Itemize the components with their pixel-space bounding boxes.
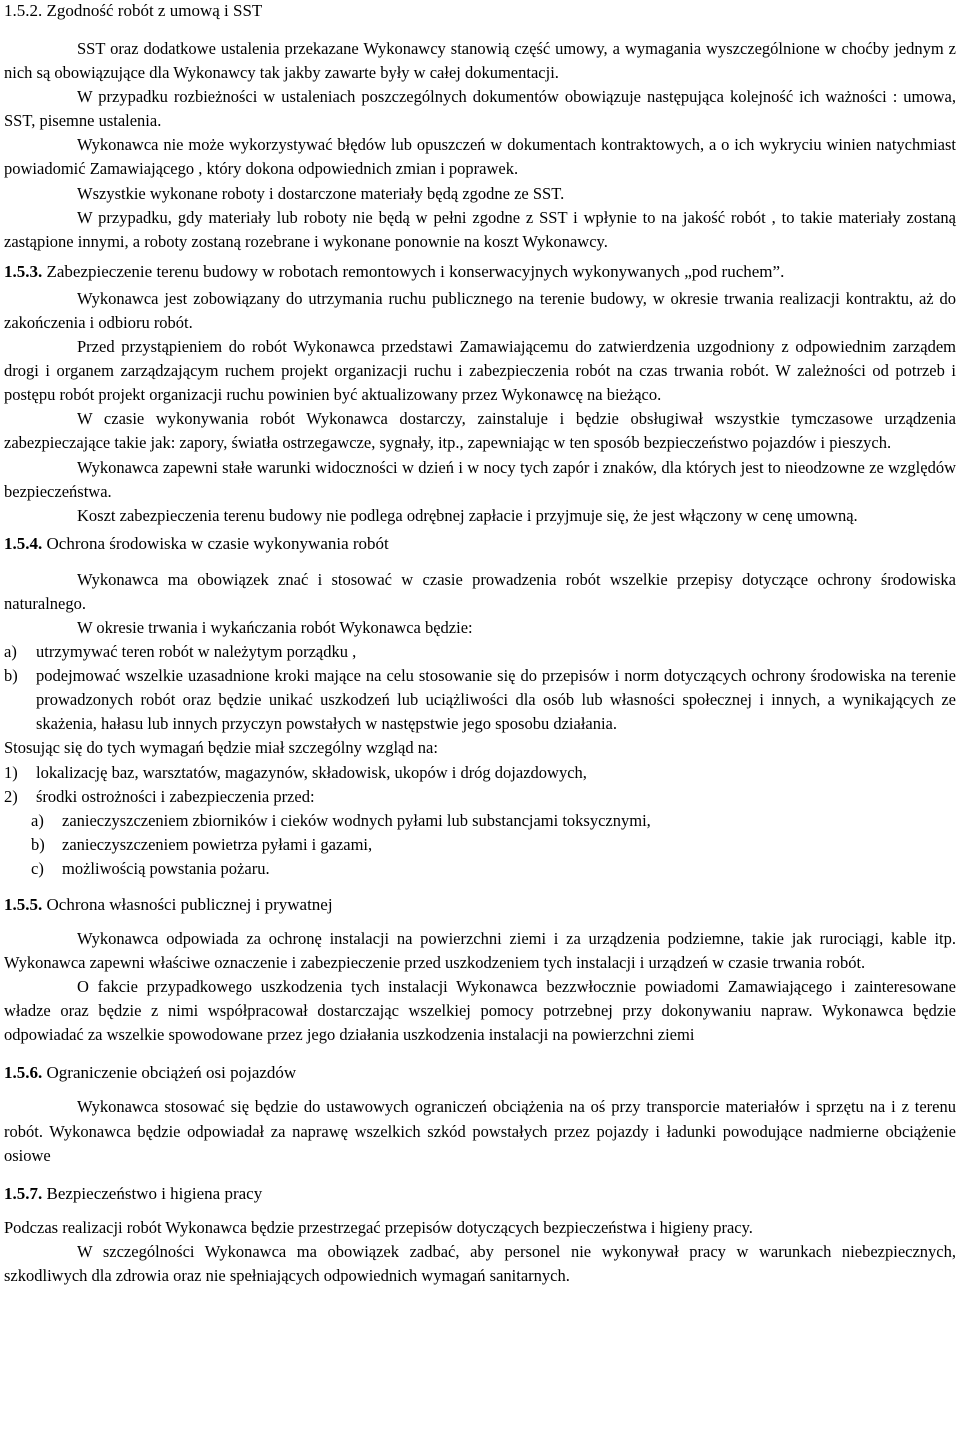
paragraph: Wszystkie wykonane roboty i dostarczone materiały będą zgodne ze SST. [77,183,565,203]
list-item-text: podejmować wszelkie uzasadnione kroki mające na celu stosowanie się do przepisów i norm dotyczących ochrony środowiska na terenie prowadzonych robót oraz będzie unikać uszkodzeń lub uciążliwości dla osób lub własności społecznej i innych, a wynikających ze skażenia, hałasu lub innych przyczyn powstałych w następstwie jego sposobu działania. [36,666,956,734]
paragraph: O fakcie przypadkowego uszkodzenia tych instalacji Wykonawca bezzwłocznie powiadomi Zamawiającego i zainteresowane władze oraz będzie z nimi współpracował dostarczając wszelkiej pomocy potrzebnej przy dokonywaniu napraw. Wykonawca będzie odpowiadać za wszelkie spowodowane przez jego działania uszkodzenia instalacji na powierzchni ziemi [4,977,956,1045]
section-number: 1.5.3. [4,261,43,281]
section-title: Ochrona środowiska w czasie wykonywania robót [46,533,389,553]
paragraph: W przypadku rozbieżności w ustaleniach poszczególnych dokumentów obowiązuje następująca kolejność ich ważności : umowa, SST, pisemne ustalenia. [4,87,956,131]
section-heading [4,260,956,284]
section-heading [4,895,956,915]
paragraph: Wykonawca stosować się będzie do ustawowych ograniczeń obciążenia na oś przy transporcie materiałów i sprzętu na i z terenu robót. Wykonawca będzie odpowiadał za naprawę wszelkich szkód powstałych przez pojazdy i ładunki powodujące nadmierne obciążenie osiowe [4,1097,956,1165]
list-item [4,785,956,809]
section-title: Bezpieczeństwo i higiena pracy [46,1183,263,1203]
section-heading [4,1184,956,1204]
list-marker: c) [31,858,44,878]
paragraph: Wykonawca jest zobowiązany do utrzymania ruchu publicznego na terenie budowy, w okresie trwania realizacji kontraktu, aż do zakończenia i odbioru robót. [4,288,956,332]
list-marker: a) [4,642,17,662]
list-item [4,809,956,833]
list-marker: 1) [4,762,18,782]
section-heading [4,534,956,554]
list-item-text: zanieczyszczeniem powietrza pyłami i gazami, [62,834,373,854]
section-title: Ochrona własności publicznej i prywatnej [46,895,333,914]
list-item-text: możliwością powstania pożaru. [62,858,270,878]
paragraph: Stosując się do tych wymagań będzie miał szczególny wzgląd na: [4,738,438,758]
section-number: 1.5.6. [4,1063,43,1083]
list-marker: b) [4,666,18,686]
list-item-text: zanieczyszczeniem zbiorników i cieków wodnych pyłami lub substancjami toksycznymi, [62,810,651,830]
section-number: 1.5.2. [4,1,43,20]
section-heading [4,1063,956,1083]
list-item [4,664,956,736]
section-number: 1.5.4. [4,533,43,553]
section-number: 1.5.7. [4,1183,43,1203]
paragraph: Wykonawca odpowiada za ochronę instalacji na powierzchni ziemi i za urządzenia podziemne, takie jak rurociągi, kable itp. Wykonawca zapewni właściwe oznaczenie i zabezpieczenie przed uszkodzeniem tych instalacji i urządzeń w czasie trwania robót. [4,929,956,973]
letter-list [4,640,956,736]
list-item-text: utrzymywać teren robót w należytym porządku , [36,642,357,662]
list-item [4,761,956,785]
paragraph: Wykonawca nie może wykorzystywać błędów lub opuszczeń w dokumentach kontraktowych, a o ich wykryciu winien natychmiast powiadomić Zamawiającego , który dokona odpowiednich zmian i poprawek. [4,135,956,179]
paragraph: W szczególności Wykonawca ma obowiązek zadbać, aby personel nie wykonywał pracy w warunkach niebezpiecznych, szkodliwych dla zdrowia oraz nie spełniających odpowiednich wymagań sanitarnych. [4,1241,956,1285]
paragraph: Przed przystąpieniem do robót Wykonawca przedstawi Zamawiającemu do zatwierdzenia uzgodniony z odpowiednim zarządem drogi i organem zarządzającym ruchem projekt organizacji ruchu i zabezpieczenia robót na czas trwania robót. W zależności od potrzeb i postępu robót projekt organizacji ruchu powinien być aktualizowany przez Wykonawcę na bieżąco. [4,337,956,405]
paragraph: Wykonawca zapewni stałe warunki widoczności w dzień i w nocy tych zapór i znaków, dla których jest to nieodzowne ze względów bezpieczeństwa. [4,457,956,501]
paragraph: W okresie trwania i wykańczania robót Wykonawca będzie: [77,617,473,637]
list-marker: a) [31,810,44,830]
paragraph: W przypadku, gdy materiały lub roboty nie będą w pełni zgodne z SST i wpłynie to na jakość robót , to takie materiały zostaną zastąpione innymi, a roboty zostaną rozebrane i wykonane ponownie na koszt Wykonawcy. [4,207,956,251]
list-item [4,640,956,664]
paragraph: W czasie wykonywania robót Wykonawca dostarczy, zainstaluje i będzie obsługiwał wszystkie tymczasowe urządzenia zabezpieczające takie jak: zapory, światła ostrzegawcze, sygnały, itp., zapewniając w ten sposób bezpieczeństwo pojazdów i pieszych. [4,409,956,453]
list-marker: b) [31,834,45,854]
section-title: Zgodność robót z umową i SST [46,1,263,20]
section-number: 1.5.5. [4,895,43,914]
paragraph: Wykonawca ma obowiązek znać i stosować w czasie prowadzenia robót wszelkie przepisy dotyczące ochrony środowiska naturalnego. [4,569,956,613]
list-item [4,833,956,857]
paragraph: SST oraz dodatkowe ustalenia przekazane Wykonawcy stanowią część umowy, a wymagania wyszczególnione w choćby jednym z nich są obowiązujące dla Wykonawcy tak jakby zawarte były w całej dokumentacji. [4,39,956,83]
numbered-list [4,761,956,809]
section-title: Zabezpieczenie terenu budowy w robotach remontowych i konserwacyjnych wykonywanych „pod ruchem”. [46,261,785,281]
paragraph: Podczas realizacji robót Wykonawca będzie przestrzegać przepisów dotyczących bezpieczeństwa i higieny pracy. [4,1217,753,1237]
list-marker: 2) [4,786,18,806]
section-heading [4,0,956,21]
list-item-text: lokalizację baz, warsztatów, magazynów, składowisk, ukopów i dróg dojazdowych, [36,762,587,782]
sub-list [4,809,956,881]
paragraph: Koszt zabezpieczenia terenu budowy nie podlega odrębnej zapłacie i przyjmuje się, że jest włączony w cenę umowną. [77,505,858,525]
section-title: Ograniczenie obciążeń osi pojazdów [46,1063,297,1083]
list-item-text: środki ostrożności i zabezpieczenia przed: [36,786,315,806]
list-item [4,857,956,881]
